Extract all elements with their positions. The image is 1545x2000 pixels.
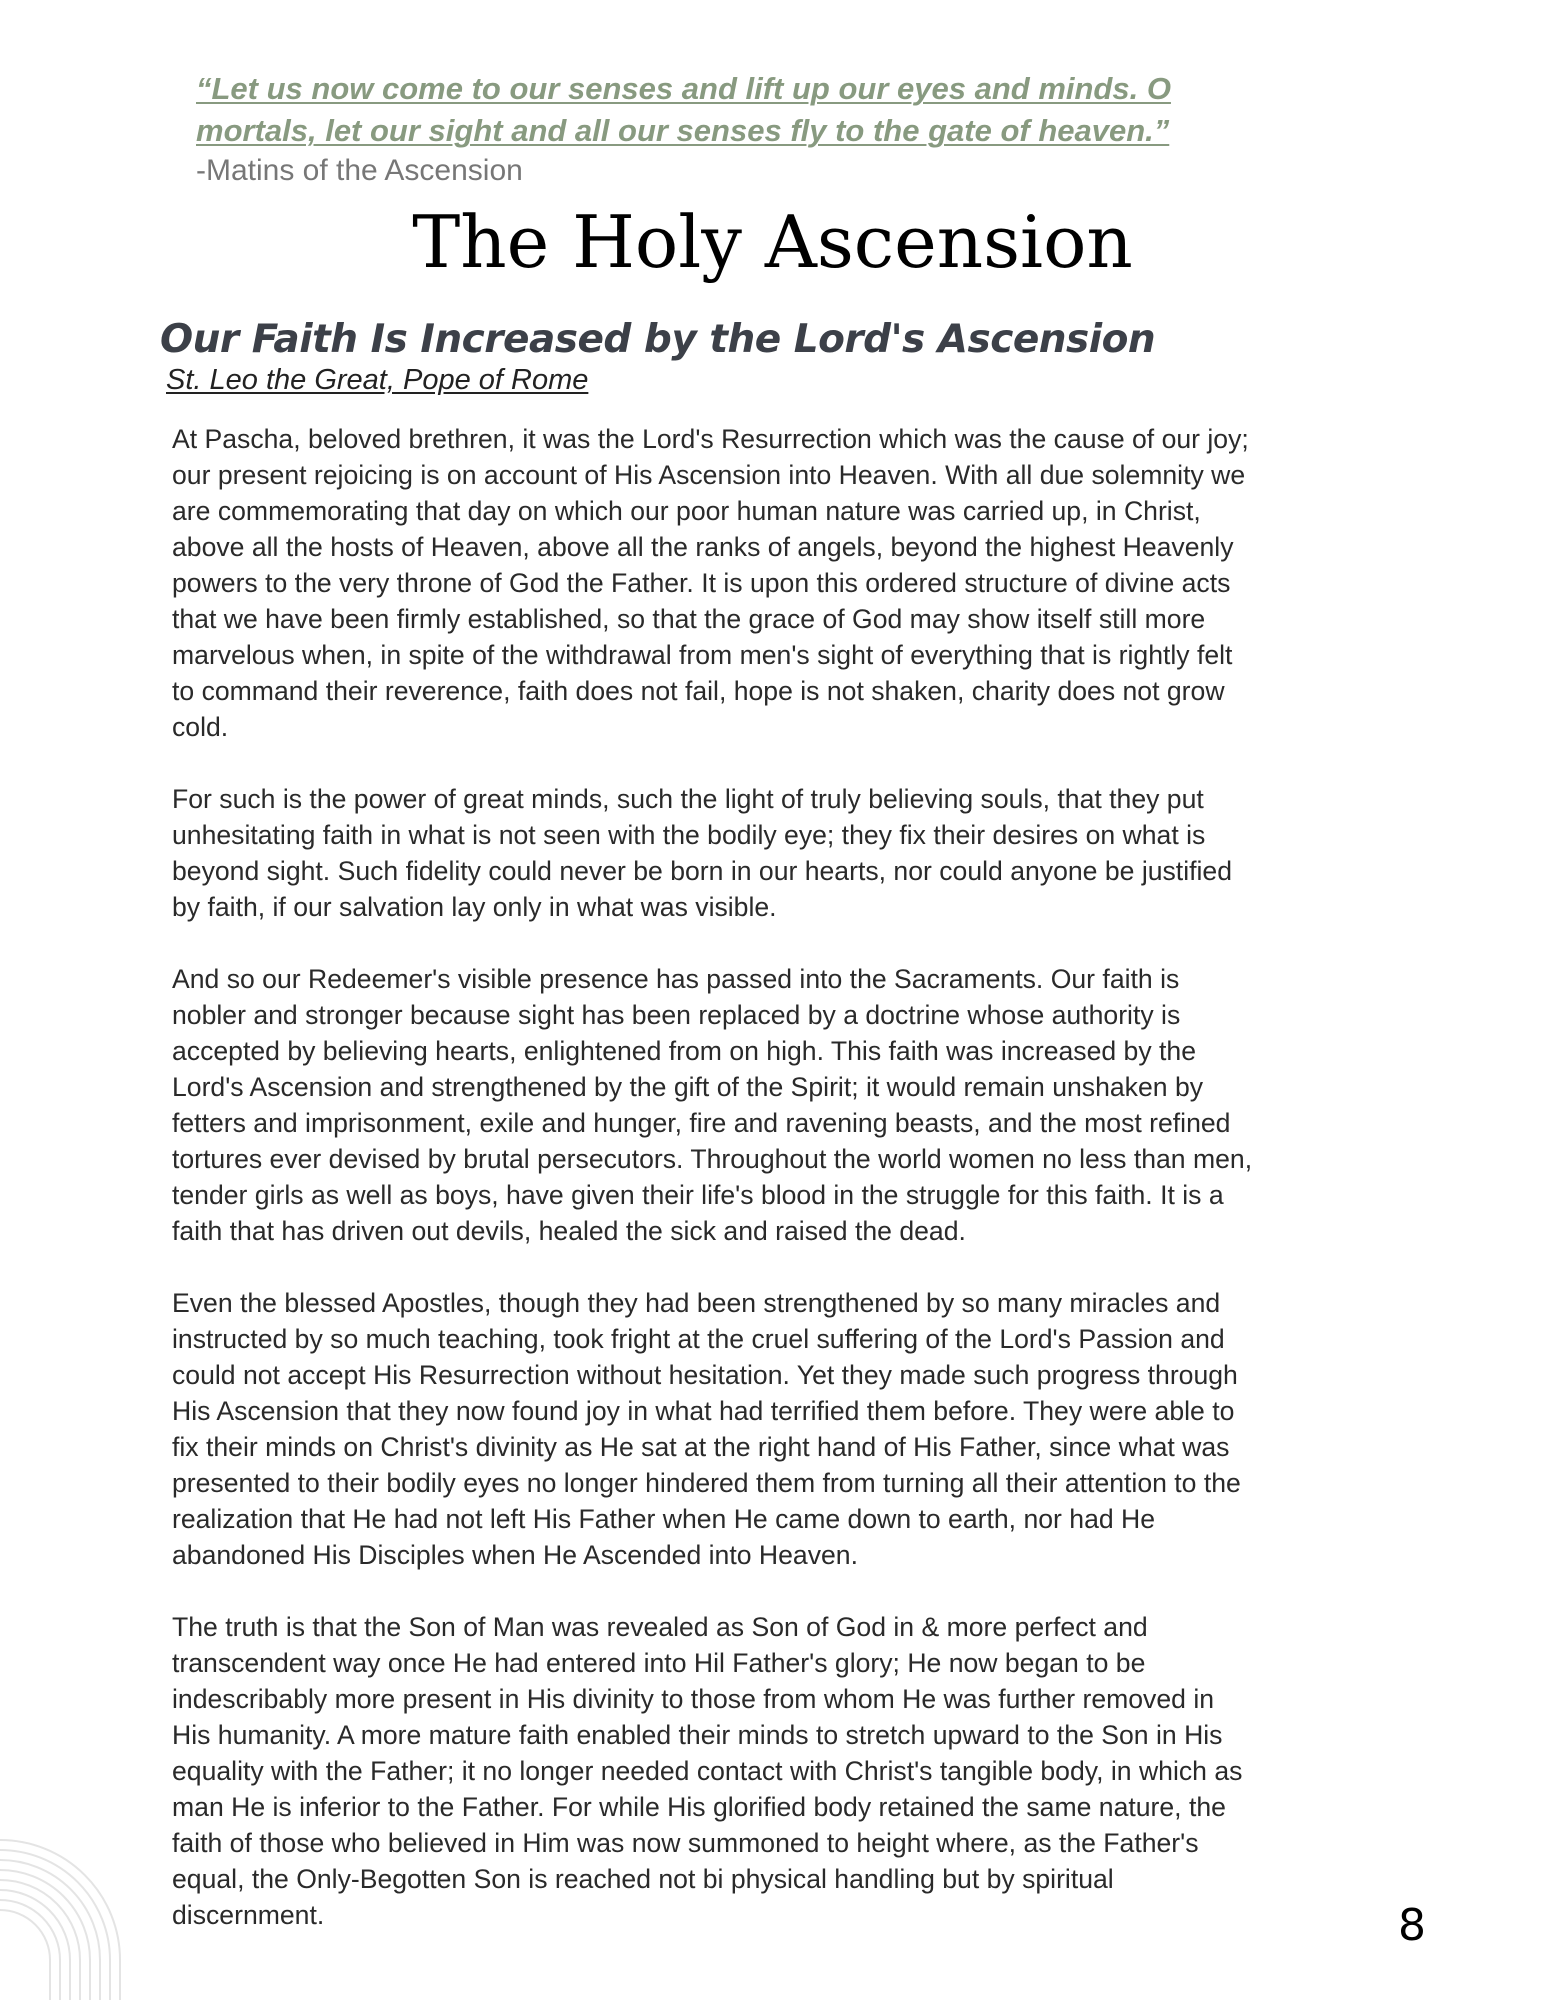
article-line: are commemorating that day on which our poor human nature was carried up, in Christ, — [172, 496, 1201, 526]
article-line: powers to the very throne of God the Father. It is upon this ordered structure of divine acts — [172, 568, 1231, 598]
article-line: unhesitating faith in what is not seen with the bodily eye; they fix their desires on what is — [172, 820, 1206, 850]
article-line: At Pascha, beloved brethren, it was the Lord's Resurrection which was the cause of our joy; — [172, 424, 1249, 454]
article-line: cold. — [172, 712, 229, 742]
article-line: Lord's Ascension and strengthened by the gift of the Spirit; it would remain unshaken by — [172, 1072, 1204, 1102]
article-line: faith that has driven out devils, healed the sick and raised the dead. — [172, 1216, 966, 1246]
article-line: nobler and stronger because sight has been replaced by a doctrine whose authority is — [172, 1000, 1181, 1030]
epigraph-quote-line: “Let us now come to our senses and lift up our eyes and minds. O — [196, 71, 1171, 106]
article-line: man He is inferior to the Father. For while His glorified body retained the same nature, the — [172, 1792, 1226, 1822]
article-paragraph — [172, 1285, 1412, 1573]
article-line: Even the blessed Apostles, though they had been strengthened by so many miracles and — [172, 1288, 1221, 1318]
article-line: For such is the power of great minds, such the light of truly believing souls, that they put — [172, 784, 1204, 814]
article-line: And so our Redeemer's visible presence has passed into the Sacraments. Our faith is — [172, 964, 1180, 994]
article-line: our present rejoicing is on account of His Ascension into Heaven. With all due solemnity we — [172, 460, 1246, 490]
article-line: fix their minds on Christ's divinity as He sat at the right hand of His Father, since what was — [172, 1432, 1230, 1462]
article-line: His humanity. A more mature faith enabled their minds to stretch upward to the Son in His — [172, 1720, 1223, 1750]
article-line: presented to their bodily eyes no longer hindered them from turning all their attention to the — [172, 1468, 1241, 1498]
article-line: discernment. — [172, 1900, 325, 1930]
article-paragraph — [172, 781, 1412, 925]
arc-decoration-icon — [0, 1820, 140, 2000]
article-line: transcendent way once He had entered into Hil Father's glory; He now began to be — [172, 1648, 1146, 1678]
article-line: instructed by so much teaching, took fright at the cruel suffering of the Lord's Passion and — [172, 1324, 1225, 1354]
article-paragraph — [172, 1609, 1412, 1933]
article-line: indescribably more present in His divinity to those from whom He was further removed in — [172, 1684, 1215, 1714]
article-line: that we have been firmly established, so that the grace of God may show itself still more — [172, 604, 1206, 634]
epigraph-quote-line: mortals, let our sight and all our senses fly to the gate of heaven.” — [196, 113, 1170, 148]
article-line: equal, the Only-Begotten Son is reached not bi physical handling but by spiritual — [172, 1864, 1114, 1894]
article-line: by faith, if our salvation lay only in what was visible. — [172, 892, 777, 922]
article-line: realization that He had not left His Father when He came down to earth, nor had He — [172, 1504, 1156, 1534]
epigraph-source: -Matins of the Ascension — [196, 154, 523, 187]
page-title: The Holy Ascension — [412, 200, 1133, 284]
article-line: above all the hosts of Heaven, above all the ranks of angels, beyond the highest Heavenly — [172, 532, 1234, 562]
article-line: fetters and imprisonment, exile and hunger, fire and ravening beasts, and the most refined — [172, 1108, 1231, 1138]
article-line: The truth is that the Son of Man was revealed as Son of God in & more perfect and — [172, 1612, 1148, 1642]
article-paragraph — [172, 421, 1412, 745]
article-line: faith of those who believed in Him was now summoned to height where, as the Father's — [172, 1828, 1199, 1858]
article-line: marvelous when, in spite of the withdrawal from men's sight of everything that is rightly felt — [172, 640, 1233, 670]
article-author: St. Leo the Great, Pope of Rome — [166, 364, 589, 396]
article-line: to command their reverence, faith does not fail, hope is not shaken, charity does not grow — [172, 676, 1225, 706]
article-line: beyond sight. Such fidelity could never be born in our hearts, nor could anyone be justified — [172, 856, 1232, 886]
article-line: accepted by believing hearts, enlightened from on high. This faith was increased by the — [172, 1036, 1196, 1066]
article-line: equality with the Father; it no longer needed contact with Christ's tangible body, in which as — [172, 1756, 1243, 1786]
epigraph-quote — [196, 68, 1396, 152]
epigraph — [196, 68, 1396, 190]
article-line: tender girls as well as boys, have given their life's blood in the struggle for this faith. It is a — [172, 1180, 1224, 1210]
article-body — [172, 421, 1412, 1969]
article-title: Our Faith Is Increased by the Lord's Ascension — [160, 317, 1156, 362]
article-line: abandoned His Disciples when He Ascended into Heaven. — [172, 1540, 858, 1570]
article-paragraph — [172, 961, 1412, 1249]
article-line: His Ascension that they now found joy in what had terrified them before. They were able to — [172, 1396, 1235, 1426]
article-line: could not accept His Resurrection without hesitation. Yet they made such progress through — [172, 1360, 1238, 1390]
page-number: 8 — [1398, 1900, 1426, 1951]
article-line: tortures ever devised by brutal persecutors. Throughout the world women no less than men, — [172, 1144, 1253, 1174]
